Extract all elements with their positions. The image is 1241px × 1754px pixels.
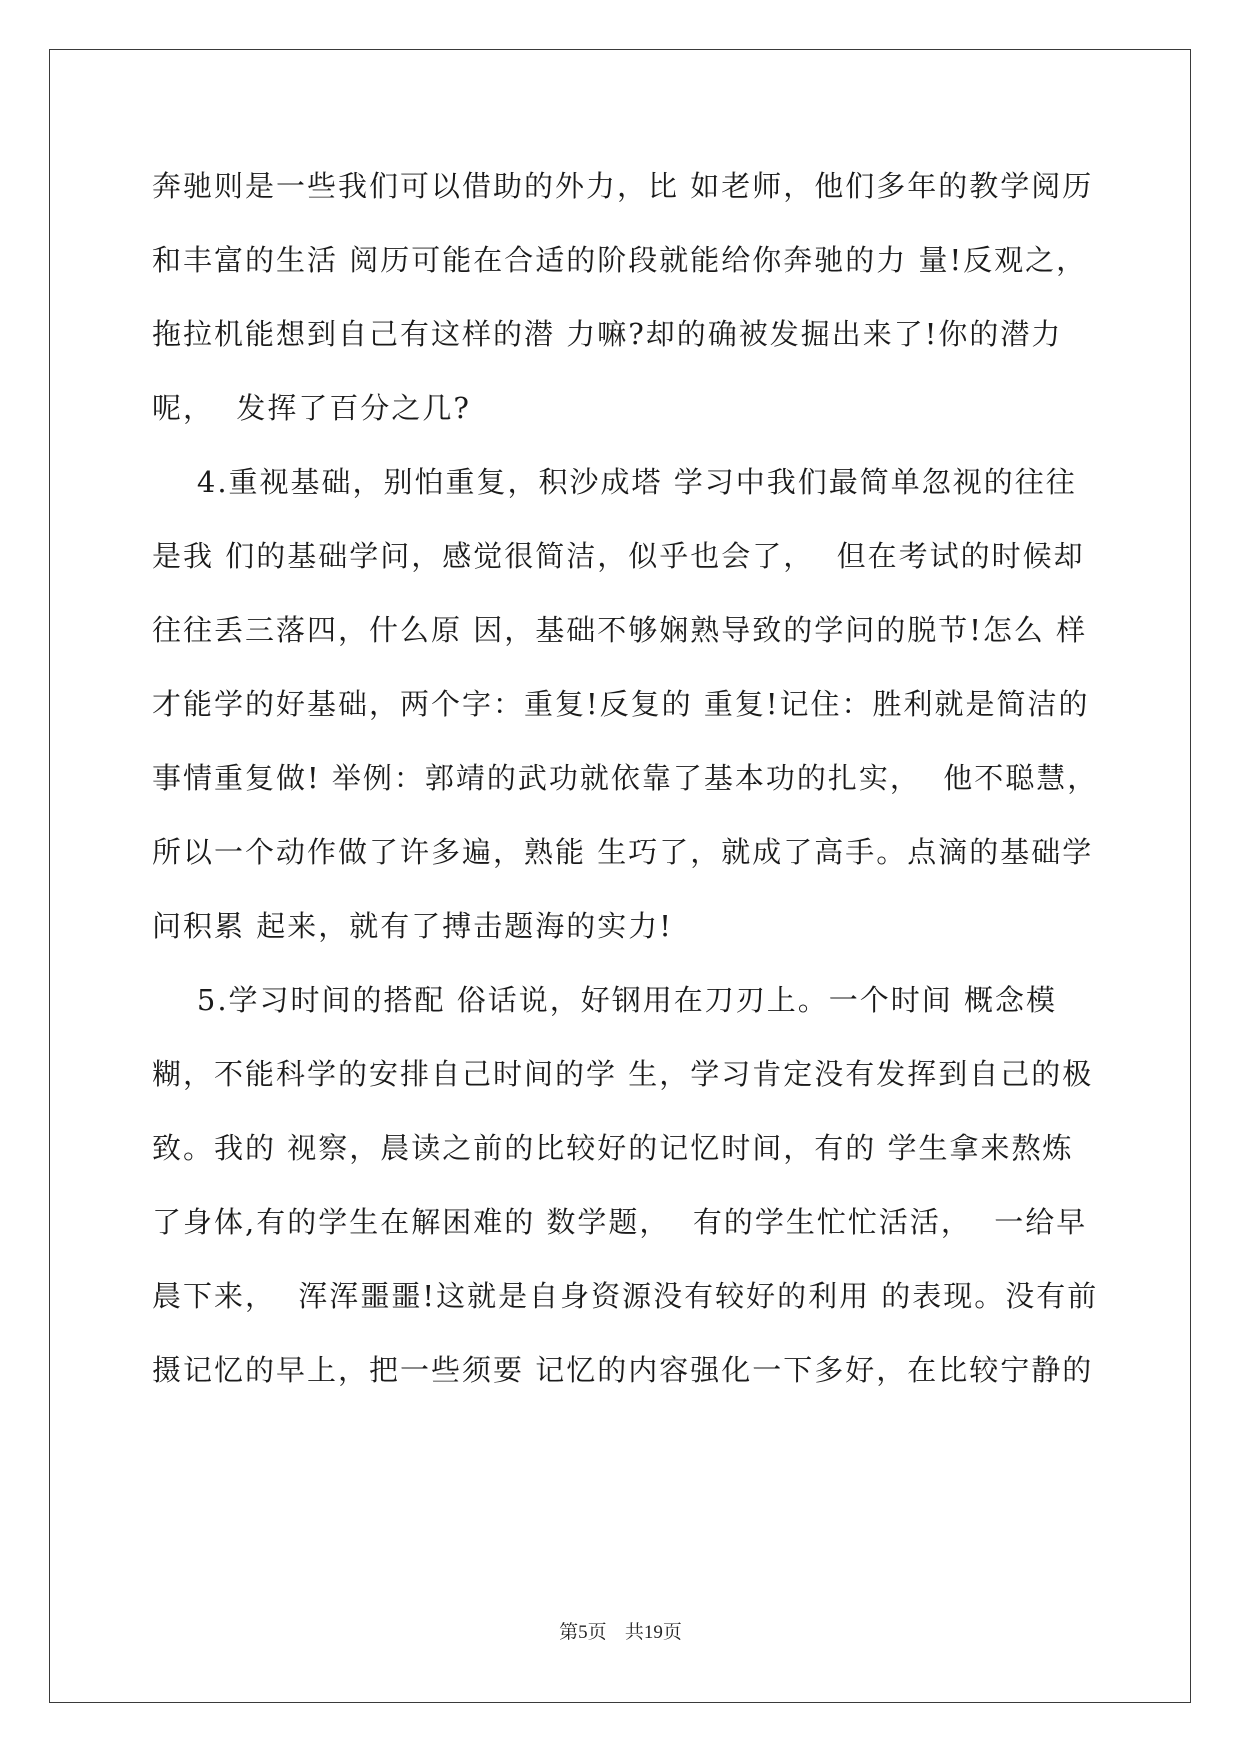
text-line: 所以一个动作做了许多遍，熟能 生巧了，就成了高手。点滴的基础学 — [152, 835, 1094, 869]
text-line: 呢， 发挥了百分之几? — [152, 391, 471, 425]
text-line: 晨下来， 浑浑噩噩!这就是自身资源没有较好的利用 的表现。没有前 — [152, 1279, 1099, 1313]
text-line: 奔驰则是一些我们可以借助的外力，比 如老师，他们多年的教学阅历 — [152, 169, 1094, 203]
text-line: 往往丢三落四，什么原 因，基础不够娴熟导致的学问的脱节!怎么 样 — [152, 613, 1088, 647]
text-line: 和丰富的生活 阅历可能在合适的阶段就能给你奔驰的力 量!反观之， — [152, 243, 1088, 277]
text-line: 致。我的 视察，晨读之前的比较好的记忆时间，有的 学生拿来熬炼 — [152, 1131, 1074, 1165]
text-line: 4.重视基础，别怕重复，积沙成塔 学习中我们最简单忽视的往往 — [152, 465, 1077, 499]
text-line: 问积累 起来，就有了搏击题海的实力! — [152, 909, 673, 943]
total-suffix: 页 — [662, 1621, 682, 1643]
text-line: 了身体,有的学生在解困难的 数学题， 有的学生忙忙活活， 一给早 — [152, 1205, 1088, 1239]
text-line: 5.学习时间的搭配 俗话说，好钢用在刀刃上。一个时间 概念模 — [152, 983, 1057, 1017]
page-prefix: 第 — [559, 1621, 579, 1643]
text-line: 才能学的好基础，两个字：重复!反复的 重复!记住：胜利就是简洁的 — [152, 687, 1090, 721]
text-line: 拖拉机能想到自己有这样的潜 力嘛?却的确被发掘出来了!你的潜力 — [152, 317, 1063, 351]
page-suffix: 页 — [587, 1621, 607, 1643]
page-number: 5 — [578, 1622, 588, 1643]
page-border — [49, 49, 1191, 1703]
total-prefix: 共 — [624, 1621, 644, 1643]
text-line: 摄记忆的早上，把一些须要 记忆的内容强化一下多好，在比较宁静的 — [152, 1353, 1094, 1387]
text-line: 是我 们的基础学问，感觉很简洁，似乎也会了， 但在考试的时候却 — [152, 539, 1085, 573]
page-footer — [0, 1620, 1241, 1645]
text-line: 事情重复做! 举例：郭靖的武功就依靠了基本功的扎实， 他不聪慧， — [152, 761, 1099, 795]
text-line: 糊，不能科学的安排自己时间的学 生，学习肯定没有发挥到自己的极 — [152, 1057, 1094, 1091]
total-pages: 19 — [643, 1622, 663, 1643]
